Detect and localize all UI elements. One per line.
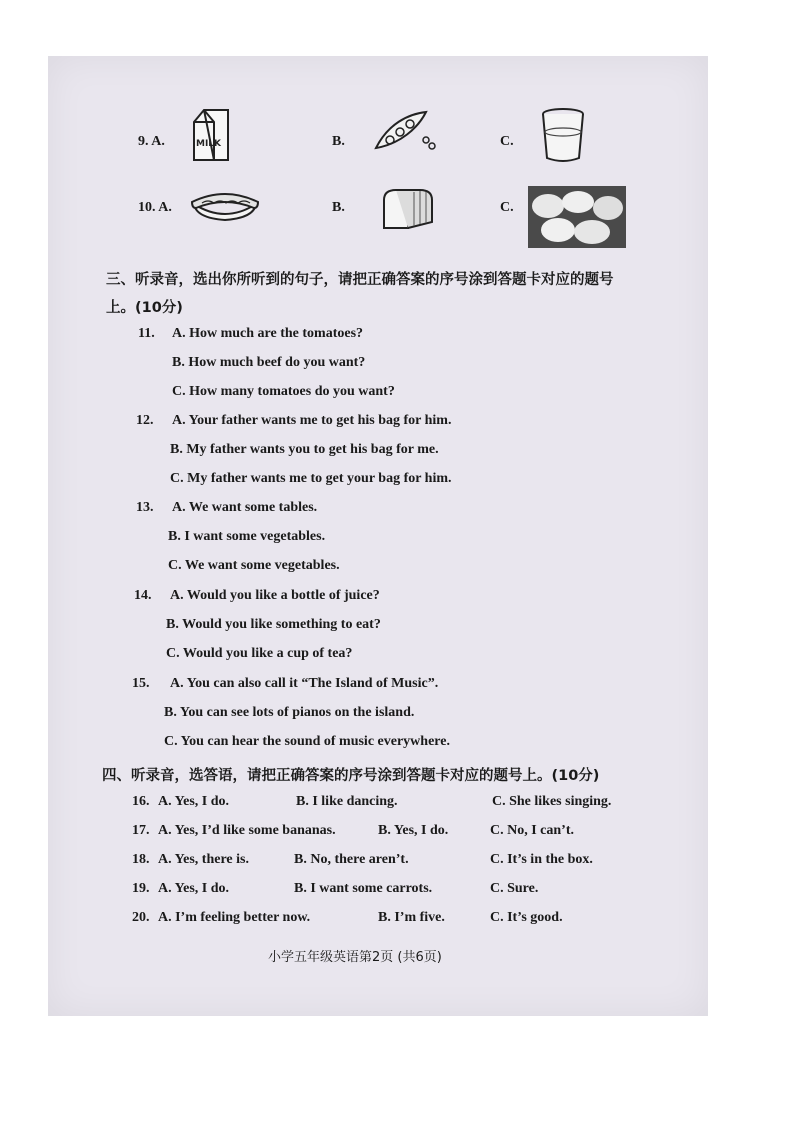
section3-heading-line2: 上。(10分) xyxy=(106,300,183,316)
q12-option-b: B. My father wants you to get his bag for me. xyxy=(170,442,439,457)
q13-option-b: B. I want some vegetables. xyxy=(168,529,326,544)
q14-option-c: C. Would you like a cup of tea? xyxy=(166,646,353,661)
q15-number: 15. xyxy=(132,676,150,691)
q11-number: 11. xyxy=(138,326,155,341)
q20-number: 20. xyxy=(132,910,150,925)
q20-option-a: A. I’m feeling better now. xyxy=(158,910,311,925)
exam-page xyxy=(48,56,708,1016)
glass-of-water-icon xyxy=(538,106,588,164)
q10-option-b: B. xyxy=(332,200,345,215)
q17-number: 17. xyxy=(132,823,150,838)
potatoes-icon xyxy=(528,186,626,248)
q19-option-b: B. I want some carrots. xyxy=(294,881,433,896)
q12-option-c: C. My father wants me to get your bag for him. xyxy=(170,471,452,486)
q18-option-b: B. No, there aren’t. xyxy=(294,852,409,867)
page-footer: 小学五年级英语第2页 (共6页) xyxy=(268,950,442,965)
q10-option-c: C. xyxy=(500,200,514,215)
q11-option-b: B. How much beef do you want? xyxy=(172,355,366,370)
q9-option-c: C. xyxy=(500,134,514,149)
bread-loaf-icon xyxy=(378,186,436,234)
q15-option-b: B. You can see lots of pianos on the island. xyxy=(164,705,415,720)
q12-number: 12. xyxy=(136,413,154,428)
q15-option-a: A. You can also call it “The Island of Music”. xyxy=(170,676,439,691)
section4-heading: 四、听录音，选答语，请把正确答案的序号涂到答题卡对应的题号上。(10分) xyxy=(102,768,600,784)
q17-option-a: A. Yes, I’d like some bananas. xyxy=(158,823,336,838)
q9-label: 9. A. xyxy=(138,134,165,149)
q13-option-c: C. We want some vegetables. xyxy=(168,558,340,573)
section3-heading-line1: 三、听录音，选出你所听到的句子，请把正确答案的序号涂到答题卡对应的题号 xyxy=(106,272,614,288)
q17-option-c: C. No, I can’t. xyxy=(490,823,574,838)
q16-number: 16. xyxy=(132,794,150,809)
q9-option-b: B. xyxy=(332,134,345,149)
milk-carton-icon xyxy=(188,106,234,164)
q11-option-a: A. How much are the tomatoes? xyxy=(172,326,364,341)
q18-option-a: A. Yes, there is. xyxy=(158,852,249,867)
q12-option-a: A. Your father wants me to get his bag for him. xyxy=(172,413,452,428)
q14-option-b: B. Would you like something to eat? xyxy=(166,617,381,632)
q10-label: 10. A. xyxy=(138,200,172,215)
q20-option-b: B. I’m five. xyxy=(378,910,445,925)
q18-option-c: C. It’s in the box. xyxy=(490,852,593,867)
q13-number: 13. xyxy=(136,500,154,515)
peas-icon xyxy=(368,104,438,160)
q17-option-b: B. Yes, I do. xyxy=(378,823,449,838)
svg-text:MILK: MILK xyxy=(196,139,222,149)
q19-number: 19. xyxy=(132,881,150,896)
q18-number: 18. xyxy=(132,852,150,867)
q14-option-a: A. Would you like a bottle of juice? xyxy=(170,588,380,603)
q13-option-a: A. We want some tables. xyxy=(172,500,318,515)
q14-number: 14. xyxy=(134,588,152,603)
q20-option-c: C. It’s good. xyxy=(490,910,563,925)
q15-option-c: C. You can hear the sound of music everywhere. xyxy=(164,734,450,749)
q19-option-a: A. Yes, I do. xyxy=(158,881,230,896)
hot-dog-icon xyxy=(188,184,262,224)
q11-option-c: C. How many tomatoes do you want? xyxy=(172,384,395,399)
q16-option-b: B. I like dancing. xyxy=(296,794,398,809)
q19-option-c: C. Sure. xyxy=(490,881,539,896)
q16-option-c: C. She likes singing. xyxy=(492,794,612,809)
q16-option-a: A. Yes, I do. xyxy=(158,794,230,809)
